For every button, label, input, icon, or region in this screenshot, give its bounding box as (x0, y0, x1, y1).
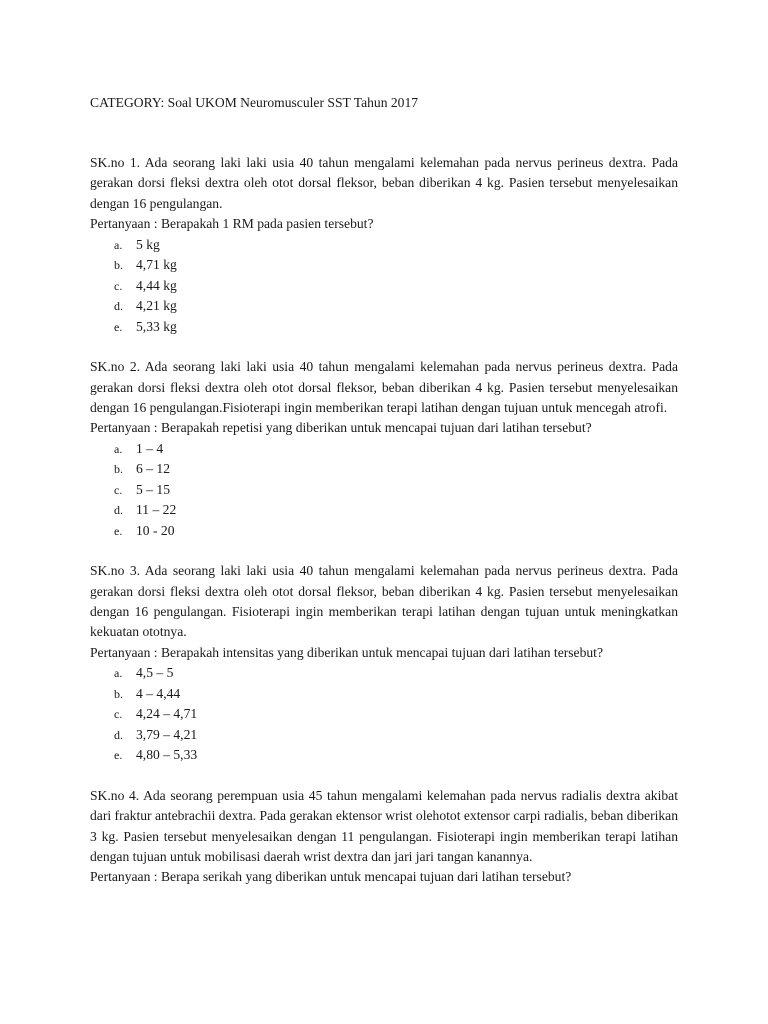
option-letter: a. (114, 237, 123, 252)
option-value: 10 - 20 (136, 522, 175, 538)
question-3 (90, 561, 678, 766)
option-letter: a. (114, 666, 123, 681)
question-2-prompt: Pertanyaan : Berapakah repetisi yang diberikan untuk mencapai tujuan dari latihan tersebut? (90, 420, 592, 436)
question-1-options (90, 235, 678, 338)
question-2-text: SK.no 2. Ada seorang laki laki usia 40 tahun mengalami kelemahan pada nervus perineus dextra. Pada gerakan dorsi fleksi dextra oleh otot dorsal fleksor, beban diberikan 4 kg. Pasien tersebut menyelesaikan dengan 16 pengulangan.Fisioterapi ingin memberikan terapi latihan dengan tujuan untuk mencegah atrofi. (90, 359, 678, 415)
option-value: 6 – 12 (136, 461, 170, 477)
option-letter: e. (114, 319, 123, 334)
option-value: 1 – 4 (136, 440, 164, 456)
option-value: 3,79 – 4,21 (136, 726, 198, 742)
option-item (90, 296, 678, 317)
question-3-prompt: Pertanyaan : Berapakah intensitas yang diberikan untuk mencapai tujuan dari latihan tersebut? (90, 644, 603, 660)
option-letter: c. (114, 707, 123, 722)
option-letter: b. (114, 686, 123, 701)
option-value: 4,21 kg (136, 298, 177, 314)
option-item (90, 235, 678, 256)
option-value: 5 – 15 (136, 481, 170, 497)
option-value: 11 – 22 (136, 502, 177, 518)
question-1-text: SK.no 1. Ada seorang laki laki usia 40 tahun mengalami kelemahan pada nervus perineus dextra. Pada gerakan dorsi fleksi dextra oleh otot dorsal fleksor, beban diberikan 4 kg. Pasien tersebut menyelesaikan dengan 16 pengulangan. (90, 155, 678, 211)
option-item (90, 725, 678, 746)
option-item (90, 317, 678, 338)
option-letter: d. (114, 727, 123, 742)
option-letter: d. (114, 503, 123, 518)
option-letter: e. (114, 748, 123, 763)
option-letter: b. (114, 462, 123, 477)
option-letter: c. (114, 482, 123, 497)
question-4-prompt: Pertanyaan : Berapa serikah yang diberikan untuk mencapai tujuan dari latihan tersebut? (90, 869, 572, 885)
document-category-title: CATEGORY: Soal UKOM Neuromusculer SST Tahun 2017 (90, 95, 419, 110)
question-4 (90, 786, 678, 888)
option-item (90, 745, 678, 766)
option-letter: c. (114, 278, 123, 293)
option-item (90, 480, 678, 501)
option-letter: d. (114, 299, 123, 314)
option-value: 5 kg (136, 236, 160, 252)
option-value: 5,33 kg (136, 318, 177, 334)
document-page (90, 93, 678, 888)
option-item (90, 684, 678, 705)
question-2-options (90, 439, 678, 542)
option-value: 4,71 kg (136, 257, 177, 273)
option-value: 4,5 – 5 (136, 665, 174, 681)
option-item (90, 500, 678, 521)
option-item (90, 439, 678, 460)
question-3-text: SK.no 3. Ada seorang laki laki usia 40 tahun mengalami kelemahan pada nervus perineus dextra. Pada gerakan dorsi fleksi dextra oleh otot dorsal fleksor, beban diberikan 4 kg. Pasien tersebut menyelesaikan dengan 16 pengulangan. Fisioterapi ingin memberikan terapi latihan dengan tujuan untuk meningkatkan kekuatan ototnya. (90, 563, 678, 640)
option-item (90, 459, 678, 480)
option-letter: e. (114, 523, 123, 538)
question-4-text: SK.no 4. Ada seorang perempuan usia 45 tahun mengalami kelemahan pada nervus radialis dextra akibat dari fraktur antebrachii dextra. Pada gerakan ektensor wrist olehotot extensor carpi radialis, beban diberikan 3 kg. Pasien tersebut menyelesaikan dengan 11 pengulangan. Fisioterapi ingin memberikan terapi latihan dengan tujuan untuk mobilisasi daerah wrist dextra dan jari jari tangan kanannya. (90, 787, 678, 864)
option-item (90, 255, 678, 276)
question-2 (90, 357, 678, 541)
option-item (90, 521, 678, 542)
option-letter: a. (114, 441, 123, 456)
option-value: 4,80 – 5,33 (136, 747, 198, 763)
question-1 (90, 153, 678, 337)
option-item (90, 276, 678, 297)
option-item (90, 704, 678, 725)
question-3-options (90, 663, 678, 766)
option-value: 4,24 – 4,71 (136, 706, 198, 722)
option-letter: b. (114, 258, 123, 273)
option-value: 4 – 4,44 (136, 685, 181, 701)
option-value: 4,44 kg (136, 277, 177, 293)
question-1-prompt: Pertanyaan : Berapakah 1 RM pada pasien tersebut? (90, 216, 374, 232)
option-item (90, 663, 678, 684)
